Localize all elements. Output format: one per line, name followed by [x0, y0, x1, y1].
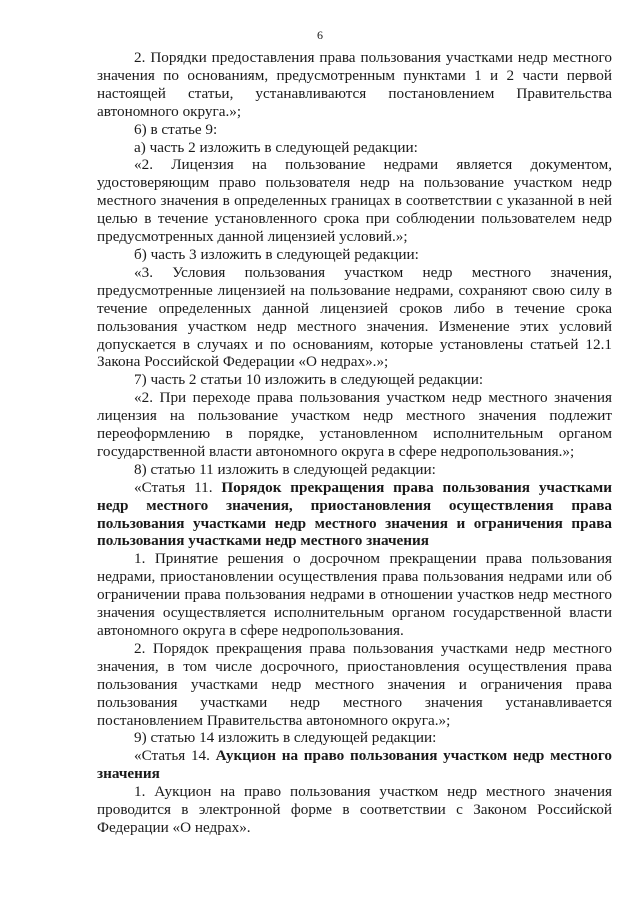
paragraph: 1. Принятие решения о досрочном прекращении права пользования недрами, приостановлении осуществления права пользования недрами или об ограничении права пользования недрами в отношении участков недр местного значения осуществляется исполнительным органом государственной власти автономного округа в сфере недропользования. [97, 550, 612, 639]
article-number: «Статья 11. [134, 478, 222, 496]
paragraph: «2. Лицензия на пользование недрами является документом, удостоверяющим право пользователя недр на пользование участком недр местного значения в определенных границах в соответствии с указанной в ней целью в течение установленного срока при соблюдении пользователем недр предусмотренных данной лицензией условий.»; [97, 156, 612, 246]
paragraph: б) часть 3 изложить в следующей редакции: [134, 245, 419, 263]
article-title: Порядок прекращения права пользования участками недр местного значения, приостановления осуществления права пользования участками недр местного значения и ограничения права пользования участками недр местного значения [97, 478, 612, 550]
paragraph: 9) статью 14 изложить в следующей редакции: [134, 729, 437, 747]
article-number: «Статья 14. [134, 747, 216, 765]
paragraph: а) часть 2 изложить в следующей редакции: [134, 138, 418, 156]
paragraph: 2. Порядки предоставления права пользования участками недр местного значения по основаниям, предусмотренным пунктами 1 и 2 части первой настоящей статьи, устанавливаются постановлением Правительства автономного округа.»; [97, 49, 612, 120]
paragraph: 8) статью 11 изложить в следующей редакции: [134, 460, 436, 478]
paragraph: «2. При переходе права пользования участком недр местного значения лицензия на пользование участком недр местного значения подлежит переоформлению в порядке, установленном исполнительным органом государственной власти автономного округа в сфере недропользования.»; [97, 389, 612, 460]
article-heading [97, 479, 612, 551]
paragraph: «3. Условия пользования участком недр местного значения, предусмотренные лицензией на пользование недрами, сохраняют свою силу в течение определенных данной лицензией сроков либо в течение срока пользования участком недр местного значения. Изменение этих условий допускается в случаях и по основаниям, которые установлены статьей 12.1 Закона Российской Федерации «О недрах».»; [97, 263, 612, 371]
document-body [97, 49, 612, 837]
paragraph: 7) часть 2 статьи 10 изложить в следующей редакции: [134, 371, 484, 389]
page-number: 6 [317, 28, 323, 42]
paragraph: 2. Порядок прекращения права пользования участками недр местного значения, в том числе досрочного, приостановления осуществления права пользования участками недр местного значения и ограничения права пользования участками недр местного значения устанавливается постановлением Правительства автономного округа.»; [97, 639, 612, 729]
article-heading [97, 747, 612, 783]
paragraph: 1. Аукцион на право пользования участком недр местного значения проводится в электронной форме в соответствии с Законом Российской Федерации «О недрах». [97, 783, 612, 836]
article-title: Аукцион на право пользования участком недр местного значения [97, 747, 613, 783]
paragraph: 6) в статье 9: [134, 120, 218, 138]
